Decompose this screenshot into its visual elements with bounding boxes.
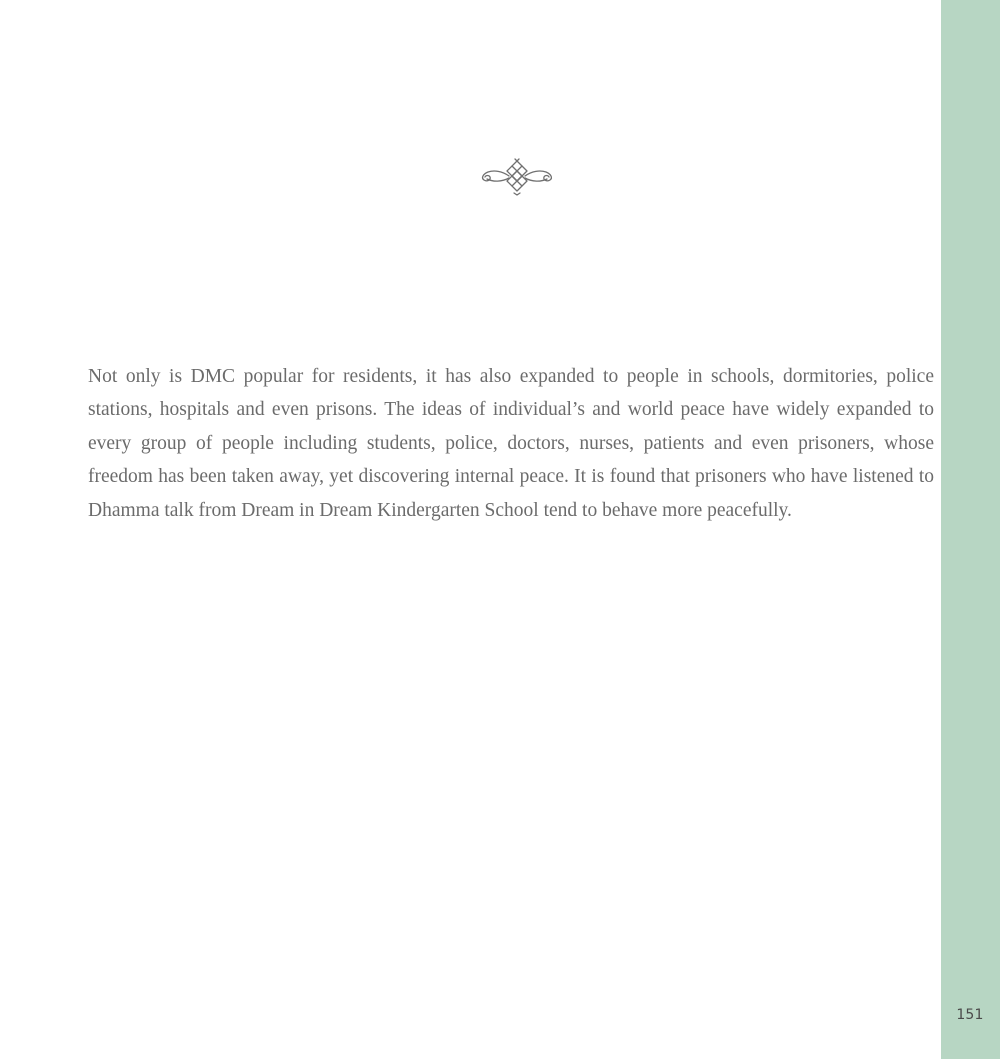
side-color-band xyxy=(941,0,1000,1059)
flourish-knot-icon xyxy=(478,155,556,197)
body-paragraph: Not only is DMC popular for residents, it has also expanded to people in schools, dormitories, police stations, hospitals and even prisons. The ideas of individual’s and world peace have widely expanded to every group of people including students, police, doctors, nurses, patients and even prisoners, whose freedom has been taken away, yet discovering internal peace. It is found that prisoners who have listened to Dhamma talk from Dream in Dream Kindergarten School tend to behave more peacefully. xyxy=(88,366,934,521)
page-number: 151 xyxy=(956,1007,984,1023)
